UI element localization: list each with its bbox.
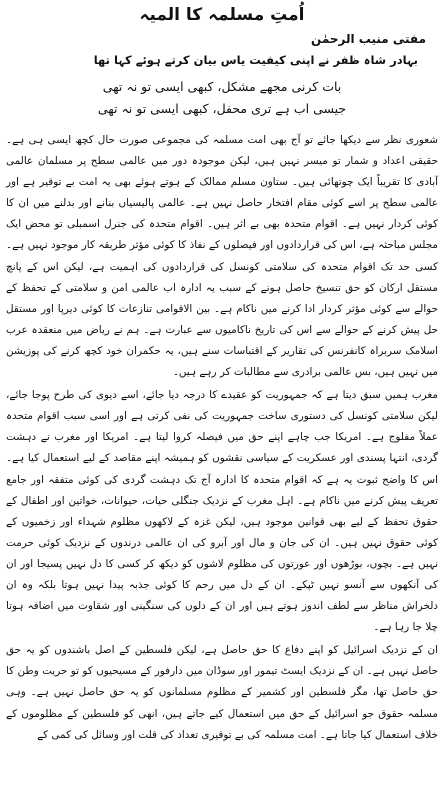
author-name: مفتی منیب الرحمٰن — [311, 32, 426, 46]
paragraph: مغرب ہمیں سبق دیتا ہے کہ جمہوریت کو عقیدے کا درجہ دیا جائے، اسے دیوی کی طرح پوجا جائے، لیکن سلامتی کونسل کی دستوری ساخت جمہوریت کی نفی کرتی ہے اور اسی سبب اقوام متحدہ عملاً مفلوج ہے۔ امریکا جب چاہے اپنے حق میں فیصلہ کروا لیتا ہے۔ امریکا اور مغرب نے دہشت گردی، انتہا پسندی اور عسکریت کے سیاسی نقشوں کو ہمیشہ اپنے مقاصد کے لیے استعمال کیا ہے۔ اس کا واضح ثبوت یہ ہے کہ اقوام متحدہ کا ادارہ آج تک دہشت گردی کی کوئی متفقہ اور جامع تعریف پیش کرنے میں ناکام ہے۔ اہل مغرب کے نزدیک جنگلی حیات، حیوانات، خواتین اور اطفال کے حقوق تحفظ کے لیے بھی قوانین موجود ہیں، لیکن غزہ کے لاکھوں مظلوم شہداء اور زخمیوں کے کوئی حقوق نہیں ہیں۔ ان کی جان و مال اور آبرو کی ان عالمی درندوں کے نزدیک کوئی حرمت نہیں ہے۔ بچوں، بوڑھوں اور عورتوں کی مظلوم لاشوں کو دیکھ کر کسی کا دل نہیں پسیجا اور ان کی آنکھوں سے آنسو نہیں ٹپکے۔ ان کے دل میں رحم کا کوئی جذبہ پیدا نہیں ہوتا بلکہ وہ ان دلخراش مناظر سے لطف اندوز ہوتے ہیں اور ان کے دلوں کی سنگینی اور شقاوت میں اضافہ ہوتا چلا جا رہا ہے۔ — [6, 389, 438, 634]
paragraph: ان کے نزدیک اسرائیل کو اپنے دفاع کا حق حاصل ہے، لیکن فلسطین کے اصل باشندوں کو یہ حق حاصل نہیں ہے۔ ان کے نزدیک ایسٹ تیمور اور سوڈان میں دارفور کے مسیحیوں کو تو حریت وطن کا حق حاصل تھا، مگر فلسطین اور کشمیر کے مظلوم مسلمانوں کو یہ حق حاصل نہیں ہے۔ وہی مسلمہ حقوق جو اسرائیل کے حق میں استعمال کیے جاتے ہیں، انھی کو فلسطین کے مظلوموں کے خلاف استعمال کیا جاتا ہے۔ امت مسلمہ کی بے توقیری تعداد کی قلت اور وسائل کی کمی کے — [6, 644, 438, 741]
article-body — [6, 130, 438, 746]
verse-line: بات کرنی مجھے مشکل، کبھی ایسی تو نہ تھی — [102, 79, 342, 94]
verse-intro: بہادر شاہ ظفر نے اپنی کیفیت یاس بیان کرتے ہوئے کہا تھا — [93, 53, 418, 67]
paragraph: شعوری نظر سے دیکھا جائے تو آج بھی امت مسلمہ کی مجموعی صورت حال کچھ ایسی ہی ہے۔ حقیقی اعداد و شمار تو میسر نہیں ہیں، لیکن موجودہ دور میں عالمی سطح پر مسلمان عالمی آبادی کا تقریباً ایک چوتھائی ہیں۔ ستاون مسلم ممالک کے ہوتے ہوئے بھی یہ امت بے توقیر ہے اور عالمی سطح پر اسے کوئی مقام افتخار حاصل نہیں ہے۔ عالمی پالیسیاں بنانے اور بدلنے میں ان کا کوئی کردار نہیں ہے۔ اقوام متحدہ بھی بے اثر ہیں۔ اقوام متحدہ کی جنرل اسمبلی تو محض ایک مجلس مباحثہ ہے، اس کی قراردادوں اور فیصلوں کے نفاذ کا کوئی مؤثر طریقہ کار موجود نہیں ہے۔ کسی حد تک اقوام متحدہ کی سلامتی کونسل کی قراردادوں کی اہمیت ہے، لیکن اس کے پانچ مستقل ارکان کو حق تنسیخ حاصل ہونے کے سبب یہ ادارہ اب عالمی امن و سلامتی کے تحفظ کے حوالے سے کوئی مؤثر کردار ادا کرنے میں ناکام ہے۔ بین الاقوامی تنازعات کا کوئی دیرپا اور مستقل حل پیش کرنے کے حوالے سے اس کی تاریخ ناکامیوں سے عبارت ہے۔ ہم نے ریاض میں منعقدہ عرب اسلامک سربراہ کانفرنس کی تقاریر کے اقتباسات سنے ہیں، یہ حکمران خود کچھ کرنے کی پوزیشن میں نہیں ہیں، بس عالمی برادری سے مطالبات کر رہے ہیں۔ — [6, 134, 438, 379]
article-title: اُمتِ مسلمہ کا المیہ — [139, 5, 305, 25]
verse-line: جیسی اب ہے تری محفل، کبھی ایسی تو نہ تھی — [97, 101, 347, 116]
